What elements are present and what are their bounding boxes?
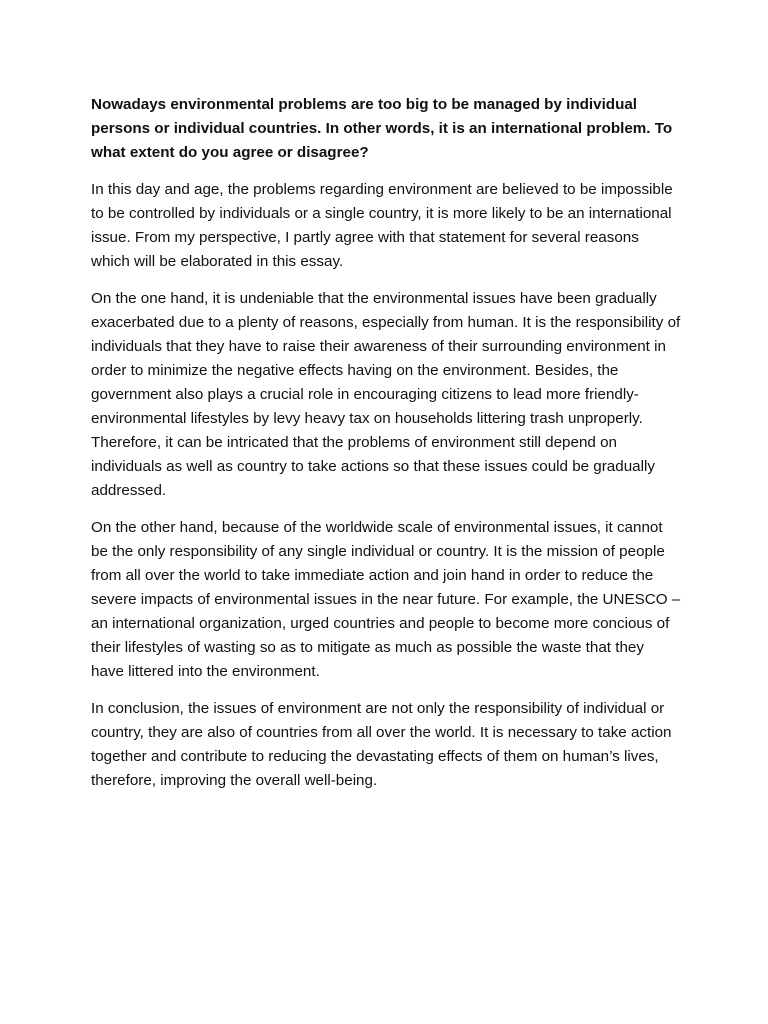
paragraph-body-one: On the one hand, it is undeniable that the environmental issues have been gradually exacerbated due to a plenty of reasons, especially from human. It is the responsibility of individuals that they have to raise their awareness of their surrounding environment in order to minimize the negative effects having on the environment. Besides, the government also plays a crucial role in encouraging citizens to lead more friendly-environmental lifestyles by levy heavy tax on households littering trash unproperly. Therefore, it can be intricated that the problems of environment still depend on individuals as well as country to take actions so that these issues could be gradually addressed. <box>91 290 681 499</box>
document-page <box>91 93 681 806</box>
paragraph-body-two: On the other hand, because of the worldwide scale of environmental issues, it cannot be the only responsibility of any single individual or country. It is the mission of people from all over the world to take immediate action and join hand in order to reduce the severe impacts of environmental issues in the near future. For example, the UNESCO – an international organization, urged countries and people to become more concious of their lifestyles of wasting so as to mitigate as much as possible the waste that they have littered into the environment. <box>91 519 681 680</box>
paragraph-conclusion: In conclusion, the issues of environment are not only the responsibility of individual or country, they are also of countries from all over the world. It is necessary to take action together and contribute to reducing the devastating effects of them on human’s lives, therefore, improving the overall well-being. <box>91 700 672 789</box>
paragraph-introduction: In this day and age, the problems regarding environment are believed to be impossible to be controlled by individuals or a single country, it is more likely to be an international issue. From my perspective, I partly agree with that statement for several reasons which will be elaborated in this essay. <box>91 181 673 270</box>
essay-prompt: Nowadays environmental problems are too big to be managed by individual persons or individual countries. In other words, it is an international problem. To what extent do you agree or disagree? <box>91 96 673 161</box>
